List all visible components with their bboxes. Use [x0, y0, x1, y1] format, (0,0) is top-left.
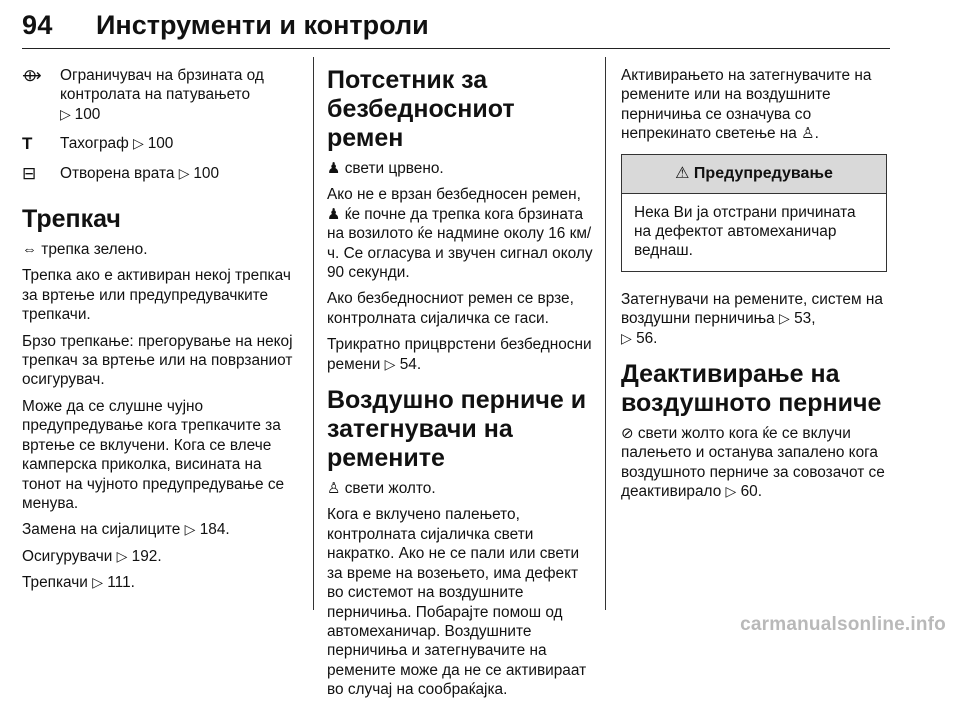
watermark: carmanualsonline.info — [740, 614, 946, 635]
page-ref-arrow-icon: ▷ — [621, 329, 632, 346]
section-heading: Деактивирање на воздушното перниче — [621, 360, 882, 418]
indicator-entry — [22, 134, 297, 153]
page-ref[interactable]: 100 — [74, 105, 101, 123]
airbag-icon: ♙ — [327, 480, 341, 498]
paragraph: ќе почне да трепка кога брзината на возилото ќе надмине околу 16 км/ч. Се огласува и звучен сигнал околу 90 секунди. — [327, 205, 593, 282]
paragraph: Брзо трепкање: прегорување на некој трепкач за вртење или на поврзаниот осигурувач. — [22, 332, 293, 389]
column-2 — [327, 66, 595, 707]
warning-box — [621, 154, 887, 272]
paragraph: свети жолто кога ќе се вклучи палењето и останува запалено кога воздушното перниче за совозачот се деактивирало — [621, 425, 885, 501]
cross-ref-text: Трепкачи — [22, 574, 88, 592]
page-ref-arrow-icon: ▷ — [60, 105, 75, 122]
page-ref-arrow-icon: ▷ — [92, 574, 103, 591]
page-ref[interactable]: 53, — [794, 310, 816, 328]
entry-text: Ограничувач на брзината од контролата на патувањето — [60, 67, 264, 104]
page-ref[interactable]: 192. — [131, 547, 162, 565]
cross-ref-text: Трикратно прицврстени безбедносни ремени — [327, 336, 592, 373]
section-heading: Трепкач — [22, 205, 121, 234]
tachograph-icon: T — [22, 134, 33, 154]
page-ref-arrow-icon: ▷ — [116, 547, 128, 564]
page-ref[interactable]: 56. — [636, 329, 658, 347]
airbag-icon: ♙ — [801, 125, 815, 143]
page-ref[interactable]: 60. — [740, 483, 763, 501]
intro-text: трепка зелено. — [41, 241, 148, 259]
column-divider — [605, 57, 606, 610]
page-ref[interactable]: 100 — [193, 164, 220, 182]
warning-title: Предупредување — [693, 164, 833, 182]
section-heading: Воздушно перниче и затегнувачи на ремените — [327, 386, 587, 473]
page-ref[interactable]: 111. — [107, 574, 135, 592]
seatbelt-icon: ♟ — [327, 205, 341, 223]
paragraph-prefix: Ако не е врзан безбедносен ремен, — [327, 186, 581, 204]
indicator-entry — [22, 66, 297, 124]
intro-text: свети црвено. — [344, 160, 444, 177]
cross-ref-text: Замена на сијалиците — [22, 521, 181, 539]
page-ref[interactable]: 100 — [147, 135, 174, 153]
column-divider — [313, 57, 314, 610]
page-ref[interactable]: 184. — [199, 521, 230, 539]
page-ref-arrow-icon: ▷ — [184, 521, 196, 538]
column-3: Активирањето на затегнувачите на ремените или на воздушните перничиња се означува со непрекинато светење на ♙. ⚠ Предупредување Нека Ви ја отстрани причината на дефектот автомеханичар веднаш. Затегнувачи на ремените, систем на воздушни перничиња ▷ 53, ▷ 56. Деактивирање на воздушното перниче ⊘ свети жолто кога ќе се вклучи палењето и останува запалено кога воздушното перниче за совозачот се деактивирало ▷ 60. — [621, 66, 887, 509]
seatbelt-icon: ♟ — [327, 160, 341, 177]
cross-ref-text: Затегнувачи на ремените, систем на воздушни перничиња — [621, 290, 883, 328]
page-ref-arrow-icon: ▷ — [384, 355, 396, 372]
page-ref-arrow-icon: ▷ — [133, 135, 148, 152]
entry-text: Отворена врата — [60, 164, 175, 182]
page-ref[interactable]: 54. — [399, 355, 422, 373]
cross-ref-text: Осигурувачи — [22, 547, 113, 565]
warning-triangle-icon: ⚠ — [675, 164, 690, 182]
entry-text: Тахограф — [60, 135, 129, 153]
page-ref-arrow-icon: ▷ — [725, 483, 737, 500]
speed-limiter-icon: ⟴ — [22, 66, 42, 85]
page-header — [22, 8, 890, 49]
page-ref-arrow-icon: ▷ — [178, 164, 194, 181]
paragraph: Трепка ако е активиран некој трепкач за вртење или предупредувачките трепкачи. — [22, 267, 291, 324]
page-title: Инструменти и контроли — [96, 10, 429, 40]
indicator-entry — [22, 164, 297, 183]
warning-header — [622, 155, 886, 194]
turn-signal-icon: ⇔ — [22, 241, 37, 259]
intro-text: свети жолто. — [344, 480, 436, 498]
paragraph: Може да се слушне чујно предупредување кога трепкачите за вртење се вклучени. Кога се влече камперска приколка, висината на тонот на чујното предупредување се менува. — [22, 397, 285, 512]
airbag-off-icon: ⊘ — [621, 425, 634, 443]
page-number: 94 — [22, 10, 53, 40]
page-ref-arrow-icon: ▷ — [779, 310, 790, 327]
section-heading: Потсетник за безбедносниот ремен — [327, 66, 515, 152]
column-1 — [22, 66, 297, 600]
paragraph: Ако безбедносниот ремен се врзе, контролната сијаличка се гаси. — [327, 290, 574, 327]
warning-body: Нека Ви ја отстрани причината на дефектот автомеханичар веднаш. — [634, 203, 856, 260]
paragraph: Активирањето на затегнувачите на ремените или на воздушните перничиња се означува со непрекинато светење на — [621, 67, 872, 143]
paragraph: Кога е вклучено палењето, контролната сијаличка свети накратко. Ако не се пали или свети за време на возењето, има дефект во системот на воздушните перничиња. Побарајте помош од автомеханичар. Воздушните перничиња и затегнувачите на ремените може да не се активираат во случај на сообраќајка. — [327, 506, 587, 699]
door-open-icon: ⊟ — [22, 163, 37, 183]
